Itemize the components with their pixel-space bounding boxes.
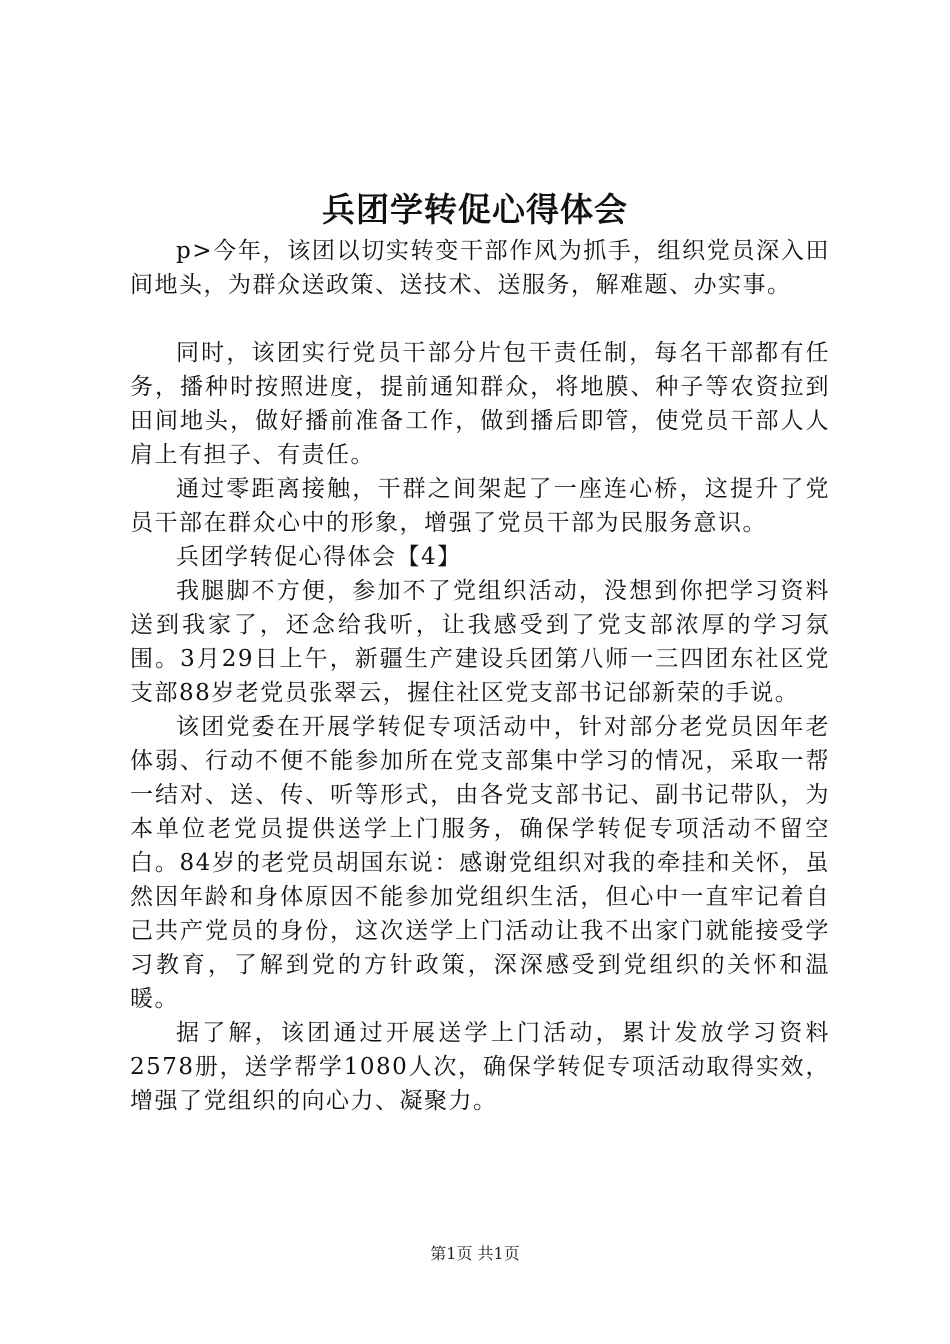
document-body — [130, 234, 830, 1118]
paragraph: 通过零距离接触，干群之间架起了一座连心桥，这提升了党员干部在群众心中的形象，增强了党员干部为民服务意识。 — [130, 476, 830, 536]
page-footer: 第1页 共1页 — [430, 1244, 520, 1263]
paragraph: 我腿脚不方便，参加不了党组织活动，没想到你把学习资料送到我家了，还念给我听，让我感受到了党支部浓厚的学习氛围。3月29日上午，新疆生产建设兵团第八师一三四团东社区党支部88岁老党员张翠云，握住社区党支部书记邰新荣的手说。 — [130, 578, 830, 706]
paragraph: 该团党委在开展学转促专项活动中，针对部分老党员因年老体弱、行动不便不能参加所在党支部集中学习的情况，采取一帮一结对、送、传、听等形式，由各党支部书记、副书记带队，为本单位老党员提供送学上门服务，确保学转促专项活动不留空白。84岁的老党员胡国东说：感谢党组织对我的牵挂和关怀，虽然因年龄和身体原因不能参加党组织生活，但心中一直牢记着自己共产党员的身份，这次送学上门活动让我不出家门就能接受学习教育，了解到党的方针政策，深深感受到党组织的关怀和温暖。 — [130, 714, 830, 1012]
document-title: 兵团学转促心得体会 — [322, 190, 628, 229]
section-heading: 兵团学转促心得体会【4】 — [176, 544, 462, 570]
paragraph: 据了解，该团通过开展送学上门活动，累计发放学习资料2578册，送学帮学1080人次，确保学转促专项活动取得实效，增强了党组织的向心力、凝聚力。 — [130, 1020, 830, 1114]
paragraph: p>今年，该团以切实转变干部作风为抓手，组织党员深入田间地头，为群众送政策、送技术、送服务，解难题、办实事。 — [130, 238, 830, 298]
paragraph: 同时，该团实行党员干部分片包干责任制，每名干部都有任务，播种时按照进度，提前通知群众，将地膜、种子等农资拉到田间地头，做好播前准备工作，做到播后即管，使党员干部人人肩上有担子、有责任。 — [130, 340, 830, 468]
